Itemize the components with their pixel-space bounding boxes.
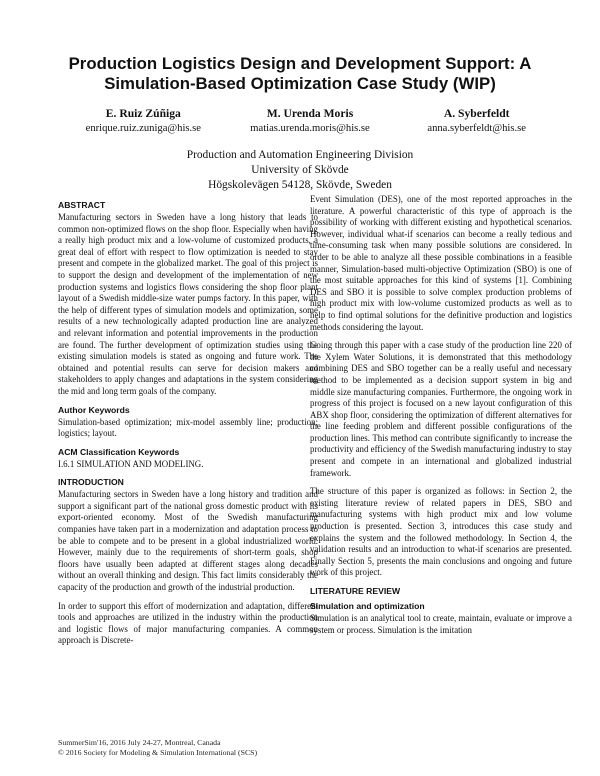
paper-title-line-2: Simulation-Based Optimization Case Study (WIP) — [104, 74, 496, 93]
author-email[interactable]: matias.urenda.moris@his.se — [250, 123, 370, 134]
literature-review-heading: LITERATURE REVIEW — [310, 586, 401, 596]
paper-title-line-1: Production Logistics Design and Development Support: A — [68, 54, 532, 73]
affiliation-division: Production and Automation Engineering Division — [186, 149, 414, 161]
abstract-text: Manufacturing sectors in Sweden have a long history that leads to common non-optimized flows on the shop floor. Especially when having a really high product mix and a low-volume of customized products, a great deal of effort with respect to flow optimization is needed to stay present and compete in the globalized market. The goal of this project is to support the design and development of the implementation of new production systems and logistics flows considering the shop floor plant layout of a Swedish middle-size water pumps factory. In this paper, with the help of different types of simulation models and optimization, some results of a new technologically adapted production line are analyzed and relevant information and potential improvements in the production are found. The further development of optimization studies using the existing simulation models is stated as ongoing and future work. The obtained and potential results can serve for decision makers and stakeholders to apply changes and adaptations in the system considering the mid and long term goals of the company. — [58, 212, 318, 396]
author-2 — [227, 106, 394, 136]
affiliation — [100, 148, 500, 193]
keywords-heading: Author Keywords — [58, 404, 130, 415]
copyright-footer — [58, 738, 318, 758]
author-name: E. Ruiz Zúñiga — [105, 107, 181, 120]
left-column — [58, 196, 318, 654]
acm-text: I.6.1 SIMULATION AND MODELING. — [58, 458, 204, 469]
introduction-heading: INTRODUCTION — [58, 477, 124, 488]
right-column — [310, 194, 572, 643]
paper-title — [40, 54, 560, 94]
acm-heading: ACM Classification Keywords — [58, 446, 180, 457]
author-block — [60, 106, 560, 136]
right-paragraph-3: The structure of this paper is organized as follows: in Section 2, the existing literature review of related papers in DES, SBO and manufacturing systems with high product mix and low volume production is presented. Section 3, introduces this case study and explains the system and the followed methodology. In Section 4, the validation results and an introduction to what-if scenarios are presented. Finally Section 5, presents the main conclusions and ongoing and future work of this project. — [310, 486, 572, 578]
abstract-heading: ABSTRACT — [58, 200, 106, 210]
keywords-text: Simulation-based optimization; mix-model assembly line; production; logistics; layout. — [58, 416, 318, 439]
affiliation-address: Högskolevägen 54128, Skövde, Sweden — [208, 179, 392, 191]
right-paragraph-2: Going through this paper with a case study of the production line 220 of the Xylem Water Solutions, it is demonstrated that this methodology combining DES and SBO together can be a really useful and necessary method to be implemented as a decision support system in big and middle size manufacturing companies. Furthermore, the ongoing work in progress of this project is focused on a new layout configuration of this ABX shop floor, considering the optimization of different alternatives for the line feeding problem and different possible configurations of the production lines. This method can contribute significantly to increase the productivity and efficiency of the Swedish manufacturing industry to stay present and compete in an international and globalized industrial framework. — [310, 340, 572, 478]
author-name: M. Urenda Moris — [266, 107, 354, 120]
conference-line: SummerSim'16, 2016 July 24-27, Montreal, Canada — [58, 738, 221, 747]
author-email[interactable]: anna.syberfeldt@his.se — [427, 123, 526, 134]
copyright-line: © 2016 Society for Modeling & Simulation International (SCS) — [58, 748, 258, 757]
affiliation-university: University of Skövde — [251, 164, 349, 176]
simulation-optimization-heading: Simulation and optimization — [310, 601, 425, 611]
author-1 — [60, 106, 227, 136]
right-paragraph-1: Event Simulation (DES), one of the most reported approaches in the literature. A powerful characteristic of this type of approach is the possibility of working with different existing and hypothetical scenarios. However, individual what-if scenarios can become a really tedious and time-consuming task when many possible solutions are considered. In order to be able to analyze all these possible combinations in a feasible manner, Simulation-based multi-objective Optimization (SBO) is one of the most suitable approaches for this kind of systems [1]. Combining DES and SBO it is possible to solve complex production problems of high product mix with low-volume customized products as well as to help to find optimal solutions for the definitive production and logistics methods considering the layout. — [310, 194, 572, 332]
right-paragraph-4: Simulation is an analytical tool to create, maintain, evaluate or improve a system or process. Simulation is the imitation — [310, 613, 572, 635]
introduction-paragraph-1: Manufacturing sectors in Sweden have a long history and tradition and support a significant part of the national gross domestic product with its export-oriented economy. Most of the Swedish manufacturing companies have taken part in a modernization and adaptation process to be able to compete and to be present in a global industrialized world. However, mainly due to the requirements of short-term goals, shop floors have usually been adapted at different stages along decades without an overall thinking and design. This fact limits considerably the capacity of the production and growth of the industrial production. — [58, 489, 318, 593]
author-email[interactable]: enrique.ruiz.zuniga@his.se — [85, 123, 202, 134]
author-3 — [393, 106, 560, 136]
author-name: A. Syberfeldt — [443, 107, 510, 120]
introduction-paragraph-2: In order to support this effort of modernization and adaptation, different tools and approaches are utilized in the industry within the production and logistic flows of major manufacturing companies. A common approach is Discrete- — [58, 600, 318, 646]
